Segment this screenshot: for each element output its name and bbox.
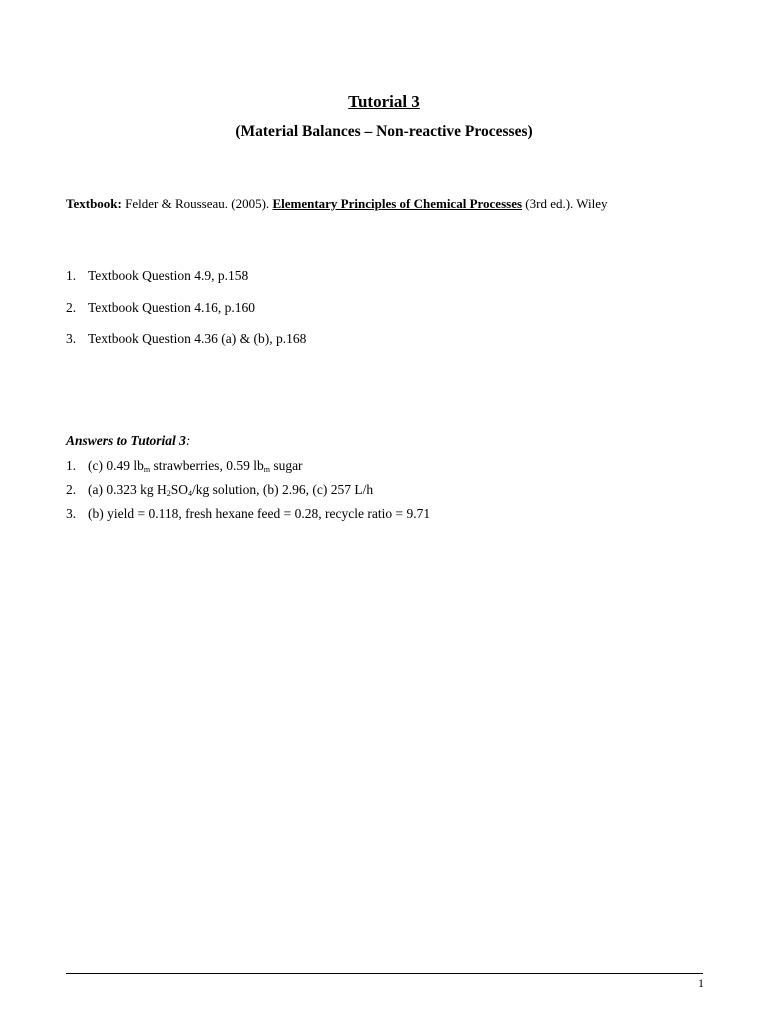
question-text: Textbook Question 4.16, p.160 bbox=[88, 299, 256, 315]
answer-text-part: sugar bbox=[269, 458, 303, 473]
answer-text bbox=[88, 482, 373, 498]
answers-heading-colon: : bbox=[185, 433, 191, 448]
answers-heading bbox=[66, 433, 190, 449]
question-number: 2. bbox=[66, 299, 77, 315]
answer-text: (b) yield = 0.118, fresh hexane feed = 0.28, recycle ratio = 9.71 bbox=[88, 506, 431, 521]
textbook-edition: (3rd ed.). Wiley bbox=[522, 196, 608, 211]
textbook-reference bbox=[66, 196, 608, 212]
question-text: Textbook Question 4.36 (a) & (b), p.168 bbox=[88, 331, 307, 346]
textbook-label: Textbook: bbox=[66, 196, 122, 211]
answer-number: 2. bbox=[66, 482, 77, 497]
question-number: 3. bbox=[66, 331, 77, 346]
answer-subscript: 2 bbox=[166, 489, 171, 498]
question-number: 1. bbox=[66, 268, 77, 283]
answer-text-part: (a) 0.323 kg H bbox=[88, 482, 167, 497]
answer-text-part: (c) 0.49 lb bbox=[88, 458, 144, 473]
answer-text-part: /kg solution, (b) 2.96, (c) 257 L/h bbox=[192, 482, 374, 497]
page-subtitle: (Material Balances – Non-reactive Processes) bbox=[235, 123, 533, 140]
textbook-title: Elementary Principles of Chemical Processes bbox=[272, 196, 523, 211]
question-text: Textbook Question 4.9, p.158 bbox=[88, 268, 249, 283]
answer-number: 3. bbox=[66, 506, 77, 521]
answer-subscript: m bbox=[143, 465, 151, 474]
answers-heading-text: Answers to Tutorial 3 bbox=[66, 433, 186, 448]
page-title: Tutorial 3 bbox=[348, 92, 420, 111]
answer-text-part: SO bbox=[170, 482, 188, 497]
answer-text bbox=[88, 458, 303, 474]
textbook-authors: Felder & Rousseau. (2005). bbox=[121, 196, 273, 211]
footer-divider bbox=[66, 973, 703, 974]
page-number: 1 bbox=[698, 976, 704, 990]
answer-number: 1. bbox=[66, 458, 77, 473]
answer-subscript: 4 bbox=[188, 489, 192, 498]
answer-text-part: strawberries, 0.59 lb bbox=[150, 458, 264, 473]
answer-subscript: m bbox=[263, 465, 270, 474]
